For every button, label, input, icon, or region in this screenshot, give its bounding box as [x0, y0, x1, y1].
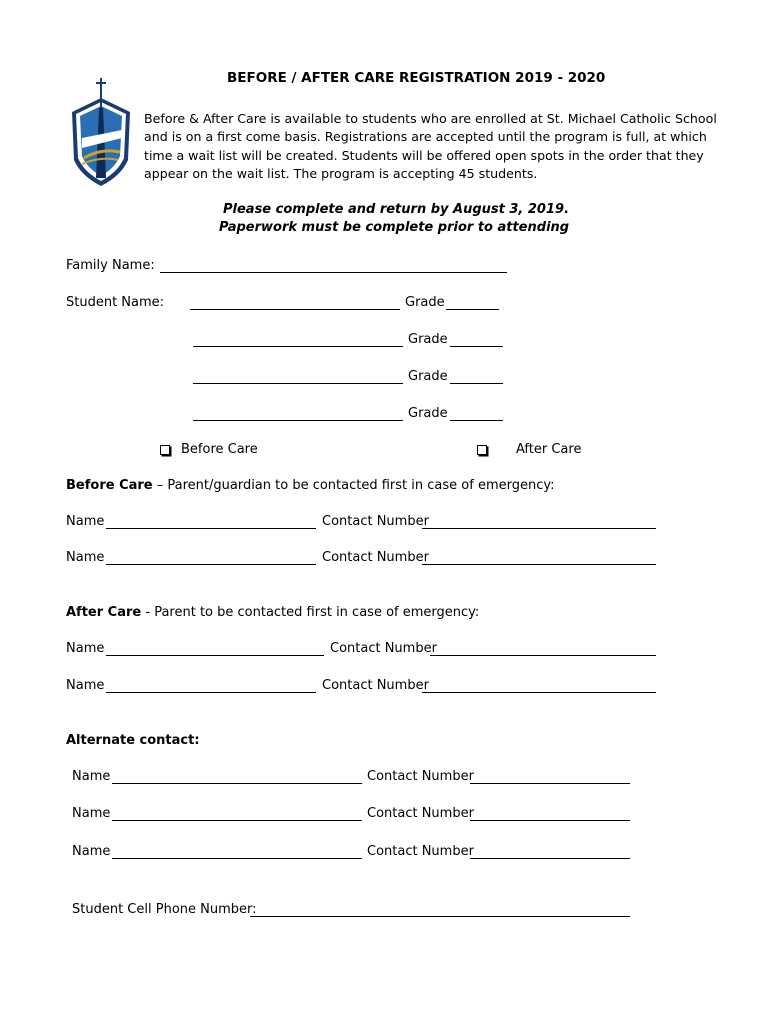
- name-field[interactable]: [106, 692, 316, 693]
- contact-number-field[interactable]: [422, 692, 656, 693]
- before-care-instruction: – Parent/guardian to be contacted first in case of emergency:: [152, 478, 555, 493]
- contact-number-field[interactable]: [430, 655, 656, 656]
- contact-number-field[interactable]: [470, 858, 630, 859]
- name-field[interactable]: [106, 564, 316, 565]
- before-care-heading: Before Care: [66, 478, 153, 493]
- paperwork-notice: Paperwork must be complete prior to attending: [219, 220, 570, 235]
- return-deadline-notice: Please complete and return by August 3, 2019.: [223, 202, 570, 217]
- contact-number-field[interactable]: [422, 564, 656, 565]
- student-cell-field[interactable]: [250, 916, 630, 917]
- grade-label: Grade: [408, 369, 448, 384]
- name-field[interactable]: [112, 783, 362, 784]
- contact-number-label: Contact Number: [322, 550, 429, 565]
- grade-field[interactable]: [446, 309, 499, 310]
- student-cell-label: Student Cell Phone Number:: [72, 902, 257, 917]
- name-label: Name: [66, 641, 105, 656]
- intro-line: Before & After Care is available to students who are enrolled at St. Michael Catholic School: [144, 111, 717, 126]
- name-field[interactable]: [112, 858, 362, 859]
- grade-label: Grade: [408, 406, 448, 421]
- student-name-field[interactable]: [193, 346, 403, 347]
- student-name-label: Student Name:: [66, 295, 165, 310]
- contact-number-label: Contact Number: [322, 678, 429, 693]
- after-care-option-label: After Care: [516, 442, 582, 457]
- name-label: Name: [72, 844, 111, 859]
- after-care-heading: After Care: [66, 605, 142, 620]
- grade-label: Grade: [408, 332, 448, 347]
- contact-number-label: Contact Number: [367, 769, 474, 784]
- name-field[interactable]: [106, 528, 316, 529]
- before-care-checkbox[interactable]: [160, 445, 170, 455]
- name-label: Name: [66, 678, 105, 693]
- grade-field[interactable]: [450, 346, 503, 347]
- name-label: Name: [66, 514, 105, 529]
- family-name-label: Family Name:: [66, 258, 155, 273]
- grade-label: Grade: [405, 295, 445, 310]
- intro-paragraph: [144, 110, 717, 183]
- name-field[interactable]: [112, 820, 362, 821]
- contact-number-field[interactable]: [470, 783, 630, 784]
- intro-line: appear on the wait list. The program is accepting 45 students.: [144, 165, 538, 181]
- after-care-instruction: - Parent to be contacted first in case of emergency:: [141, 605, 480, 620]
- before-care-option-label: Before Care: [181, 442, 258, 457]
- contact-number-field[interactable]: [422, 528, 656, 529]
- intro-line: time a wait list will be created. Students will be offered open spots in the order that they: [144, 147, 704, 163]
- name-label: Name: [72, 806, 111, 821]
- name-label: Name: [72, 769, 111, 784]
- intro-line: and is on a first come basis. Registrations are accepted until the program is full, at which: [144, 129, 707, 145]
- contact-number-label: Contact Number: [367, 806, 474, 821]
- alternate-contact-heading: Alternate contact:: [66, 733, 200, 748]
- contact-number-field[interactable]: [470, 820, 630, 821]
- name-field[interactable]: [106, 655, 324, 656]
- grade-field[interactable]: [450, 420, 503, 421]
- grade-field[interactable]: [450, 383, 503, 384]
- contact-number-label: Contact Number: [330, 641, 437, 656]
- name-label: Name: [66, 550, 105, 565]
- student-name-field[interactable]: [193, 383, 403, 384]
- family-name-field[interactable]: [160, 272, 507, 273]
- shield-cross-logo-icon: [66, 68, 136, 190]
- after-care-checkbox[interactable]: [477, 445, 487, 455]
- after-care-section-heading: [66, 605, 479, 620]
- contact-number-label: Contact Number: [322, 514, 429, 529]
- contact-number-label: Contact Number: [367, 844, 474, 859]
- before-care-section-heading: [66, 478, 554, 493]
- student-name-field[interactable]: [190, 309, 400, 310]
- student-name-field[interactable]: [193, 420, 403, 421]
- page-title: BEFORE / AFTER CARE REGISTRATION 2019 - 2020: [227, 70, 606, 86]
